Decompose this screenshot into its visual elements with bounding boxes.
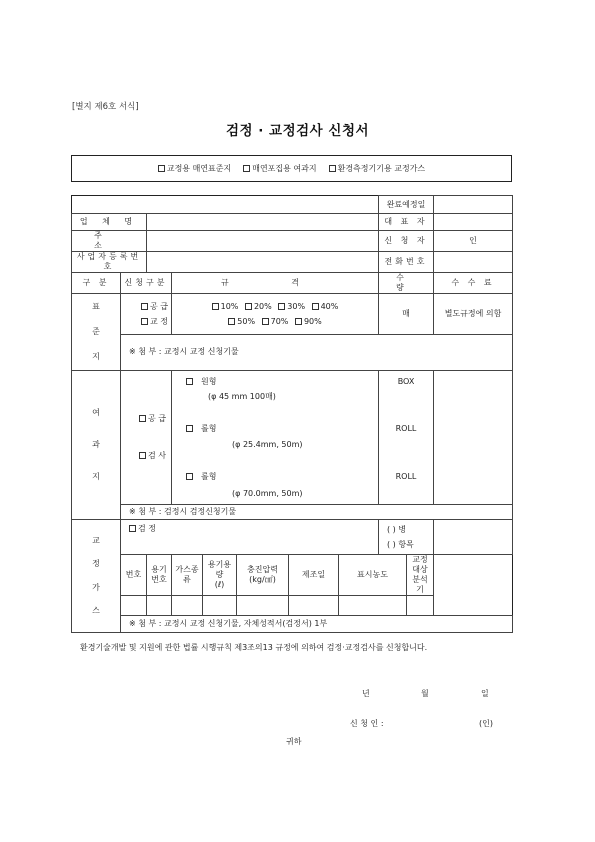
checkbox-icon[interactable] [262, 318, 269, 325]
gas-quantity: ( ) 병 ( ) 항목 [379, 520, 434, 555]
standard-paper-attachment: ※ 첨 부 : 교정시 교정 신청기물 [121, 334, 513, 370]
col-fee: 수 수 료 [434, 273, 513, 294]
checkbox-icon[interactable] [158, 165, 165, 172]
application-table [71, 195, 513, 633]
checkbox-icon[interactable] [312, 303, 319, 310]
col-application-type: 신청구분 [121, 273, 172, 294]
checkbox-icon[interactable] [329, 165, 336, 172]
spec-round-size: (φ 45 mm 100매) [208, 392, 276, 401]
form-number: [별지 제6호 서식] [72, 102, 139, 112]
gas-header-manufacture-date: 제조일 [289, 555, 339, 596]
col-spec: 규 격 [172, 273, 379, 294]
filter-paper-specs [172, 371, 379, 505]
spec-roll-25-size: (φ 25.4mm, 50m) [232, 440, 303, 449]
date-day: 일 [481, 689, 489, 698]
standard-paper-unit: 매 [379, 294, 434, 335]
company-label: 업 체 명 [72, 214, 147, 231]
type-calibration[interactable]: 교 정 [141, 314, 169, 329]
checkbox-icon[interactable] [243, 165, 250, 172]
filter-paper-fee[interactable] [434, 371, 513, 505]
signature-label: 신 청 인 : [350, 719, 384, 728]
gas-type-verification[interactable]: 검 정 [121, 520, 379, 555]
checkbox-icon[interactable] [141, 318, 148, 325]
completion-date-label: 완료예정일 [379, 196, 434, 214]
gas-header-gas-type: 가스종류 [172, 555, 203, 596]
calibration-gas-label: 교 정 가 스 [72, 520, 121, 633]
filter-paper-units: BOX ROLL ROLL [379, 371, 434, 505]
gas-cell[interactable] [339, 596, 407, 616]
checkbox-icon[interactable] [139, 452, 146, 459]
gas-cell[interactable] [203, 596, 237, 616]
filter-paper-label: 여 과 지 [72, 371, 121, 520]
application-type-box [71, 155, 512, 182]
addressee: 귀하 [286, 737, 302, 746]
checkbox-icon[interactable] [139, 415, 146, 422]
signature-seal[interactable]: (인) [479, 719, 493, 728]
completion-date-value[interactable] [434, 196, 513, 214]
spec-roll-70-size: (φ 70.0mm, 50m) [232, 489, 303, 498]
address-label: 주 소 [72, 231, 147, 252]
gas-cell[interactable] [121, 596, 147, 616]
col-quantity: 수 량 [379, 273, 434, 294]
applicant-seal[interactable]: 인 [434, 231, 513, 252]
checkbox-icon[interactable] [186, 473, 193, 480]
type-supply[interactable]: 공 급 [141, 299, 169, 314]
type-inspection[interactable]: 검 사 [139, 438, 169, 475]
type-supply[interactable]: 공 급 [139, 401, 169, 438]
gas-cell[interactable] [172, 596, 203, 616]
checkbox-icon[interactable] [278, 303, 285, 310]
gas-attachment: ※ 첨 부 : 교정시 교정 신청기물, 자체성적서(검정서) 1부 [121, 616, 513, 633]
applicant-label: 신 청 자 [379, 231, 434, 252]
checkbox-icon[interactable] [228, 318, 235, 325]
gas-cell[interactable] [237, 596, 289, 616]
gas-cell[interactable] [289, 596, 339, 616]
address-field[interactable] [147, 231, 379, 252]
page-title: 검정 · 교정검사 신청서 [225, 123, 370, 139]
standard-paper-label: 표 준 지 [72, 294, 121, 371]
gas-header-analyzer: 교정대상분석 기 [407, 555, 434, 596]
representative-field[interactable] [434, 214, 513, 231]
checkbox-icon[interactable] [129, 525, 136, 532]
spec-round[interactable]: 원형 [186, 377, 216, 387]
phone-label: 전화번호 [379, 252, 434, 273]
gas-header-capacity: 용기용량 (ℓ) [203, 555, 237, 596]
declaration-text: 환경기술개발 및 지원에 관한 법률 시행규칙 제3조의13 규정에 의하여 검정·교정검사를 신청합니다. [80, 643, 428, 652]
checkbox-icon[interactable] [186, 378, 193, 385]
type-option-filter[interactable]: 매연포집용 여과지 [243, 163, 316, 174]
business-no-field[interactable] [147, 252, 379, 273]
type-option-standard[interactable]: 교정용 매연표준지 [158, 163, 231, 174]
phone-field[interactable] [434, 252, 513, 273]
type-option-gas[interactable]: 환경측정기기용 교정가스 [329, 163, 426, 174]
gas-header-concentration: 표시농도 [339, 555, 407, 596]
company-field[interactable] [147, 214, 379, 231]
standard-paper-types [121, 294, 172, 335]
business-no-label: 사업자등록번호 [72, 252, 147, 273]
spec-roll-70[interactable]: 롤형 [186, 472, 216, 482]
date-month: 월 [421, 689, 429, 698]
checkbox-icon[interactable] [141, 303, 148, 310]
representative-label: 대 표 자 [379, 214, 434, 231]
checkbox-icon[interactable] [212, 303, 219, 310]
checkbox-icon[interactable] [245, 303, 252, 310]
standard-paper-fee: 별도규정에 의함 [434, 294, 513, 335]
gas-cell[interactable] [147, 596, 172, 616]
gas-header-pressure: 충진압력 (kg/㎠) [237, 555, 289, 596]
date-year: 년 [362, 689, 370, 698]
gas-cell[interactable] [407, 596, 434, 616]
gas-header-number: 번호 [121, 555, 147, 596]
gas-header-cylinder-number: 용기 번호 [147, 555, 172, 596]
gas-fee[interactable] [434, 520, 513, 555]
filter-paper-attachment: ※ 첨 부 : 검정시 검정신청기물 [121, 505, 513, 520]
filter-paper-types [121, 371, 172, 505]
standard-paper-percents: 10% 20% 30% 40% 50% 70% 90% [172, 294, 379, 335]
checkbox-icon[interactable] [186, 425, 193, 432]
checkbox-icon[interactable] [295, 318, 302, 325]
col-category: 구 분 [72, 273, 121, 294]
spec-roll-25[interactable]: 롤형 [186, 424, 216, 434]
